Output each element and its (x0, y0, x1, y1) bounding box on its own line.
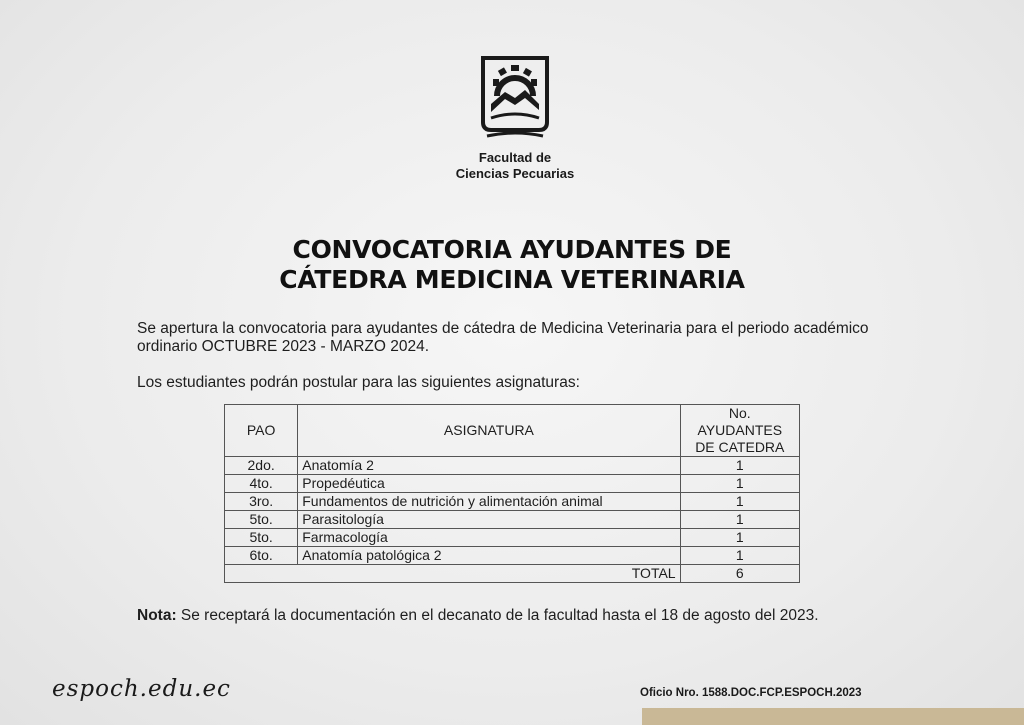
table-row (225, 547, 800, 565)
table-total-row (225, 565, 800, 583)
cell-asignatura: Fundamentos de nutrición y alimentación animal (298, 493, 680, 511)
website-signature: espoch.edu.ec (52, 676, 231, 702)
oficio-number: Oficio Nro. 1588.DOC.FCP.ESPOCH.2023 (640, 687, 862, 699)
total-label: TOTAL (225, 565, 681, 583)
cell-pao: 3ro. (225, 493, 298, 511)
subjects-table (224, 404, 800, 583)
table-row (225, 457, 800, 475)
cell-ayudantes: 1 (680, 493, 799, 511)
page-title (212, 235, 812, 295)
table-header-row (225, 405, 800, 457)
subjects-intro-paragraph: Los estudiantes podrán postular para las siguientes asignaturas: (137, 374, 580, 391)
footer-accent-bar (642, 708, 1024, 725)
note-text: Se receptará la documentación en el decanato de la facultad hasta el 18 de agosto del 2023. (176, 607, 819, 624)
total-value: 6 (680, 565, 799, 583)
cell-ayudantes: 1 (680, 529, 799, 547)
cell-asignatura: Anatomía 2 (298, 457, 680, 475)
cell-asignatura: Parasitología (298, 511, 680, 529)
table-row (225, 511, 800, 529)
cell-pao: 5to. (225, 529, 298, 547)
cell-pao: 5to. (225, 511, 298, 529)
header-ayudantes-line1: No. (728, 405, 751, 421)
faculty-shield-icon (477, 52, 553, 144)
note-label: Nota: (137, 607, 177, 624)
faculty-name-line1: Facultad de (478, 150, 552, 165)
header-ayudantes-line2: AYUDANTES (697, 422, 783, 438)
title-line1: CONVOCATORIA AYUDANTES DE (292, 235, 732, 264)
header-pao: PAO (225, 405, 298, 457)
faculty-logo (440, 52, 590, 144)
table-row (225, 529, 800, 547)
faculty-name-line2: Ciencias Pecuarias (455, 166, 575, 181)
intro-paragraph: Se apertura la convocatoria para ayudantes de cátedra de Medicina Veterinaria para el periodo académico ordinario OCTUBRE 2023 - MARZO 2024. (137, 320, 869, 355)
title-line2: CÁTEDRA MEDICINA VETERINARIA (279, 265, 745, 294)
cell-pao: 6to. (225, 547, 298, 565)
table-row (225, 475, 800, 493)
header-ayudantes (680, 405, 799, 457)
header-asignatura: ASIGNATURA (298, 405, 680, 457)
cell-ayudantes: 1 (680, 457, 799, 475)
cell-ayudantes: 1 (680, 511, 799, 529)
cell-asignatura: Farmacología (298, 529, 680, 547)
deadline-note (137, 607, 917, 625)
cell-ayudantes: 1 (680, 475, 799, 493)
cell-asignatura: Propedéutica (298, 475, 680, 493)
cell-ayudantes: 1 (680, 547, 799, 565)
header-ayudantes-line3: DE CATEDRA (695, 439, 785, 455)
faculty-name (430, 150, 600, 182)
table-row (225, 493, 800, 511)
cell-pao: 4to. (225, 475, 298, 493)
cell-asignatura: Anatomía patológica 2 (298, 547, 680, 565)
cell-pao: 2do. (225, 457, 298, 475)
